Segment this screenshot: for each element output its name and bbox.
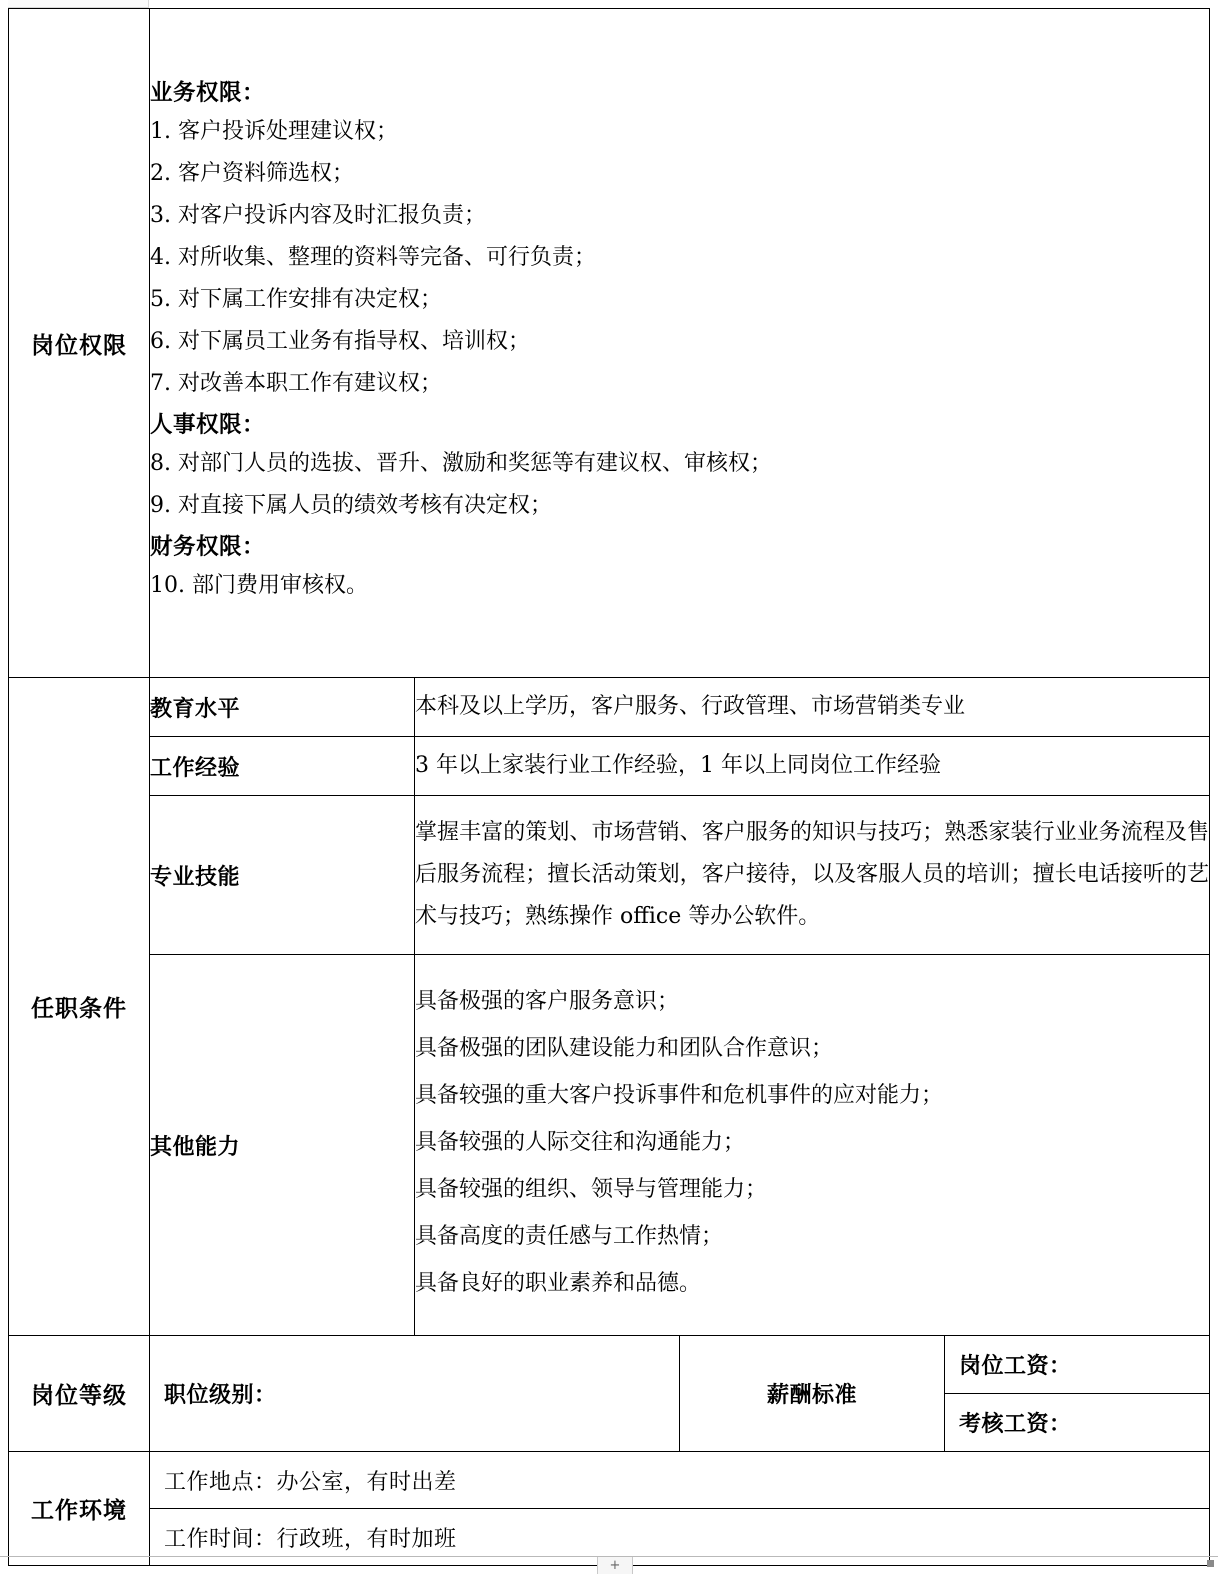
authority-item: 6. 对下属员工业务有指导权、培训权； bbox=[150, 328, 530, 354]
authority-item: 1. 客户投诉处理建议权； bbox=[150, 119, 398, 145]
base-wage-label: 岗位工资： bbox=[959, 1353, 1072, 1379]
table-row-authority bbox=[9, 9, 1210, 678]
job-description-table bbox=[8, 8, 1210, 1566]
authority-group-heading-business: 业务权限： bbox=[150, 79, 266, 106]
ability-item: 具备高度的责任感与工作热情； bbox=[415, 1223, 724, 1249]
work-hours-value: 行政班，有时加班 bbox=[276, 1526, 457, 1552]
education-value bbox=[415, 678, 1210, 737]
authority-group-heading-finance: 财务权限： bbox=[150, 533, 266, 560]
ability-item: 具备极强的客户服务意识； bbox=[415, 989, 680, 1015]
ability-item: 具备较强的组织、领导与管理能力； bbox=[415, 1176, 768, 1202]
table-row-experience bbox=[9, 737, 1210, 796]
table-row-environment bbox=[9, 1452, 1210, 1566]
table-row-skills bbox=[9, 796, 1210, 955]
authority-item: 9. 对直接下属人员的绩效考核有决定权； bbox=[150, 492, 552, 518]
authority-group-heading-hr: 人事权限： bbox=[150, 411, 266, 438]
environment-inner-table bbox=[150, 1452, 1209, 1565]
skills-value bbox=[415, 796, 1210, 955]
education-text: 本科及以上学历，客户服务、行政管理、市场营销类专业 bbox=[415, 693, 966, 719]
ability-item: 具备较强的重大客户投诉事件和危机事件的应对能力； bbox=[415, 1083, 944, 1109]
salary-row-base[interactable] bbox=[945, 1336, 1209, 1394]
work-hours-text: 工作时间： bbox=[164, 1526, 277, 1552]
base-wage-cell[interactable] bbox=[945, 1336, 1209, 1394]
salary-row-assessment[interactable] bbox=[945, 1394, 1209, 1452]
authority-item: 10. 部门费用审核权。 bbox=[150, 573, 368, 599]
salary-standard-label: 薪酬标准 bbox=[680, 1336, 945, 1452]
table-row-grade bbox=[9, 1336, 1210, 1452]
skills-text: 掌握丰富的策划、市场营销、客户服务的知识与技巧；熟悉家装行业业务流程及售后服务流程；擅长活动策划，客户接待，以及客服人员的培训；擅长电话接听的艺术与技巧；熟练操作 office 等办公软件。 bbox=[415, 819, 1209, 930]
experience-text: 3 年以上家装行业工作经验，1 年以上同岗位工作经验 bbox=[415, 752, 941, 778]
salary-inner-table bbox=[945, 1336, 1209, 1451]
add-row-button[interactable]: + bbox=[597, 1557, 633, 1574]
sub-label-experience: 工作经验 bbox=[150, 737, 415, 796]
assessment-wage-label: 考核工资： bbox=[959, 1411, 1072, 1437]
sub-label-other-abilities: 其他能力 bbox=[150, 955, 415, 1336]
work-location-text: 工作地点： bbox=[164, 1469, 277, 1495]
row-label-grade: 岗位等级 bbox=[9, 1336, 150, 1452]
row-label-authority: 岗位权限 bbox=[9, 9, 150, 678]
other-abilities-value bbox=[415, 955, 1210, 1336]
authority-item: 8. 对部门人员的选拔、晋升、激励和奖惩等有建议权、审核权； bbox=[150, 451, 772, 477]
ability-item: 具备极强的团队建设能力和团队合作意识； bbox=[415, 1036, 834, 1062]
work-location-cell[interactable] bbox=[150, 1452, 1209, 1509]
page-corner-marker bbox=[1207, 1560, 1214, 1567]
salary-standard-values bbox=[945, 1336, 1210, 1452]
authority-item: 2. 客户资料筛选权； bbox=[150, 161, 354, 187]
work-location-value: 办公室，有时出差 bbox=[276, 1469, 457, 1495]
experience-value bbox=[415, 737, 1210, 796]
table-row-other-abilities bbox=[9, 955, 1210, 1336]
authority-item: 3. 对客户投诉内容及时汇报负责； bbox=[150, 203, 486, 229]
table-row-education bbox=[9, 678, 1210, 737]
sub-label-education: 教育水平 bbox=[150, 678, 415, 737]
environment-values bbox=[150, 1452, 1210, 1566]
position-level-label: 职位级别： bbox=[164, 1382, 277, 1408]
authority-item: 4. 对所收集、整理的资料等完备、可行负责； bbox=[150, 244, 596, 270]
environment-row-location[interactable] bbox=[150, 1452, 1209, 1509]
position-level-cell[interactable] bbox=[150, 1336, 680, 1452]
sub-label-skills: 专业技能 bbox=[150, 796, 415, 955]
row-label-qualifications: 任职条件 bbox=[9, 678, 150, 1336]
authority-item: 5. 对下属工作安排有决定权； bbox=[150, 286, 442, 312]
authority-item: 7. 对改善本职工作有建议权； bbox=[150, 370, 442, 396]
assessment-wage-cell[interactable] bbox=[945, 1394, 1209, 1452]
ability-item: 具备良好的职业素养和品德。 bbox=[415, 1270, 702, 1296]
authority-content bbox=[150, 9, 1210, 678]
document-top-chrome bbox=[8, 0, 149, 8]
ability-item: 具备较强的人际交往和沟通能力； bbox=[415, 1130, 746, 1156]
row-label-environment: 工作环境 bbox=[9, 1452, 150, 1566]
